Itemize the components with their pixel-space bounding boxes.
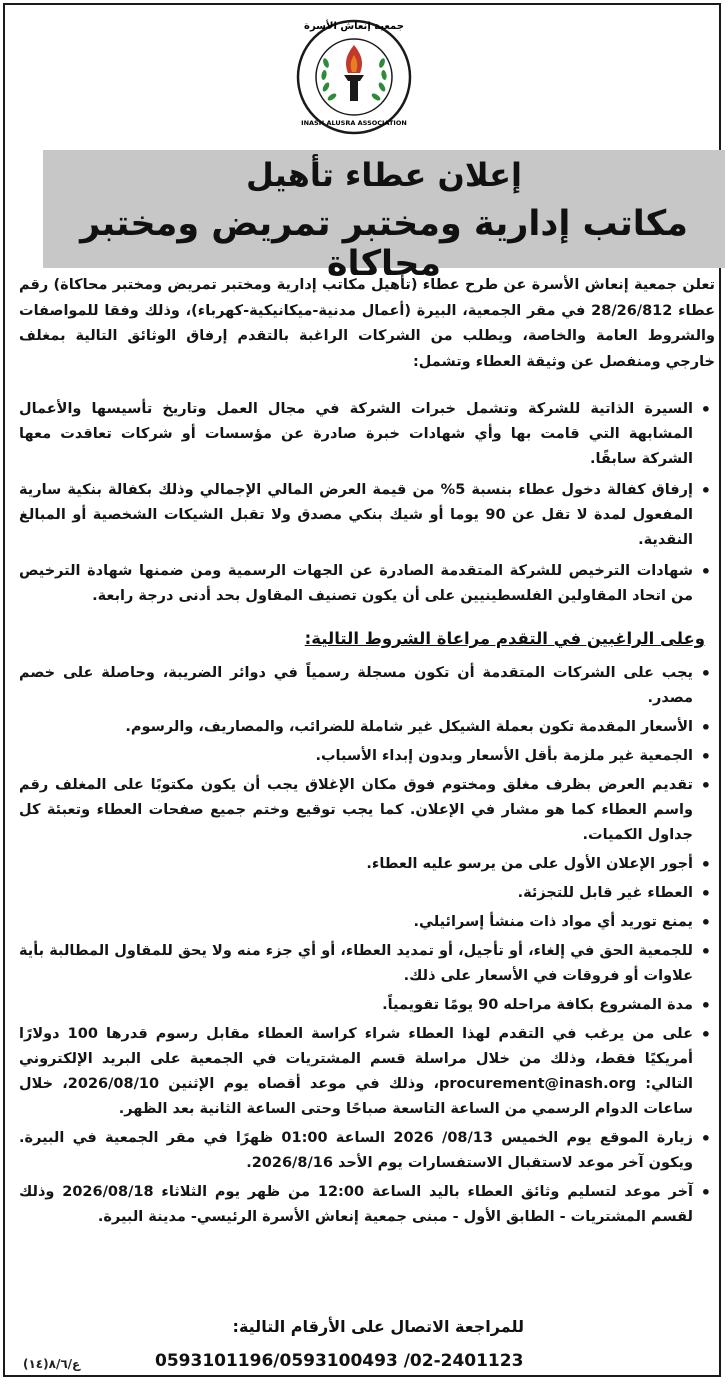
announcement-subtitle: مكاتب إدارية ومختبر تمريض ومختبر محاكاة [80, 204, 688, 284]
condition-item: • تقديم العرض بظرف مغلق ومختوم فوق مكان الإغلاق يجب أن يكون مكتوبًا على المغلف رقم واسم العطاء كما هو مشار في الإعلان. كما يجب توقيع وختم جميع صفحات العطاء وتعبئة كل جداول الكميات. [19, 773, 693, 848]
condition-item: • آخر موعد لتسليم وثائق العطاء باليد الساعة 12:00 من ظهر يوم الثلاثاء 2026/08/18 وذلك لقسم المشتريات - الطابق الأول - مبنى جمعية إنعاش الأسرة الرئيسي- مدينة البيرة. [19, 1180, 693, 1230]
condition-item: • الجمعية غير ملزمة بأقل الأسعار وبدون إبداء الأسباب. [19, 744, 693, 769]
condition-item: • على من يرغب في التقدم لهذا العطاء شراء كراسة العطاء مقابل رسوم قدرها 100 دولارًا أمريكيًا فقط، وذلك من خلال مراسلة قسم المشتريات في الجمعية على البريد الإلكتروني التالي: procurement@inash.org، وذلك في موعد أقصاه يوم الإثنين 2026/08/10، خلال ساعات الدوام الرسمي من الساعة التاسعة صباحًا وحتى الساعة الثانية بعد الظهر. [19, 1022, 693, 1122]
condition-item: • مدة المشروع بكافة مراحله 90 يومًا تقويمياً. [19, 993, 693, 1018]
title-banner [43, 150, 725, 284]
advertisement-page [3, 3, 721, 1377]
reference-code: ع/٨/٦(١٤) [23, 1357, 81, 1371]
conditions-list [19, 661, 715, 1234]
phone-numbers: 0593101196/0593100493 /02-2401123 [155, 1351, 524, 1371]
conditions-heading-text: وعلى الراغبين في التقدم مراعاة الشروط التالية: [304, 629, 705, 648]
condition-item: • أجور الإعلان الأول على من يرسو عليه العطاء. [19, 852, 693, 877]
condition-item: • يمنع توريد أي مواد ذات منشأ إسرائيلي. [19, 910, 693, 935]
condition-item: • للجمعية الحق في إلغاء، أو تأجيل، أو تمديد العطاء، أو أي جزء منه ولا يحق للمقاول المطالبة بأية علاوات أو فروقات في الأسعار على ذلك. [19, 939, 693, 989]
intro-paragraph: تعلن جمعية إنعاش الأسرة عن طرح عطاء (تأهيل مكاتب إدارية ومختبر تمريض ومختبر محاكاة) رقم عطاء 28/26/812 في مقر الجمعية، البيرة (أعمال مدنية-ميكانيكية-كهرباء)، وذلك وفقا للمواصفات والشروط العامة والخاصة، ويطلب من الشركات الراغبة بالتقدم إرفاق الوثائق التالية بمغلف خارجي ومنفصل عن وثيقة العطاء وتشمل: [19, 277, 715, 370]
association-logo [294, 17, 414, 137]
required-documents-list [19, 397, 715, 615]
conditions-heading [9, 629, 705, 648]
condition-item: • العطاء غير قابل للتجزئة. [19, 881, 693, 906]
condition-item: • يجب على الشركات المتقدمة أن تكون مسجلة رسمياً في دوائر الضريبة، وحاصلة على خصم مصدر. [19, 661, 693, 711]
contact-label: للمراجعة الاتصال على الأرقام التالية: [232, 1317, 524, 1336]
condition-item: • الأسعار المقدمة تكون بعملة الشيكل غير شاملة للضرائب، والمصاريف، والرسوم. [19, 715, 693, 740]
announcement-title: إعلان عطاء تأهيل [246, 156, 522, 194]
logo-arabic-name: جمعية إنعاش الأسرة [304, 21, 404, 32]
document-item: • شهادات الترخيص للشركة المتقدمة الصادرة عن الجهات الرسمية ومن ضمنها شهادة الترخيص من اتحاد المقاولين الفلسطينيين على أن يكون تصنيف المقاول بحد أدنى درجة رابعة. [19, 559, 693, 609]
logo-english-name: INASH ALUSRA ASSOCIATION [301, 119, 407, 127]
document-item: • السيرة الذاتية للشركة وتشمل خبرات الشركة في مجال العمل وتاريخ تأسيسها والأعمال المشابهة التي قامت بها وأي شهادات خبرة صادرة عن مؤسسات أو شركات تعاقدت معها الشركة سابقًا. [19, 397, 693, 472]
condition-item: • زيارة الموقع يوم الخميس 08/13/ 2026 الساعة 01:00 ظهرًا في مقر الجمعية في البيرة. ويكون آخر موعد لاستقبال الاستفسارات يوم الأحد 2026/8/16. [19, 1126, 693, 1176]
document-item: • إرفاق كفالة دخول عطاء بنسبة 5% من قيمة العرض المالي الإجمالي وذلك بكفالة بنكية سارية المفعول لمدة لا تقل عن 90 يوما أو شيك بنكي مصدق ولا تقبل الشيكات الشخصية أو المبالغ النقدية. [19, 478, 693, 553]
